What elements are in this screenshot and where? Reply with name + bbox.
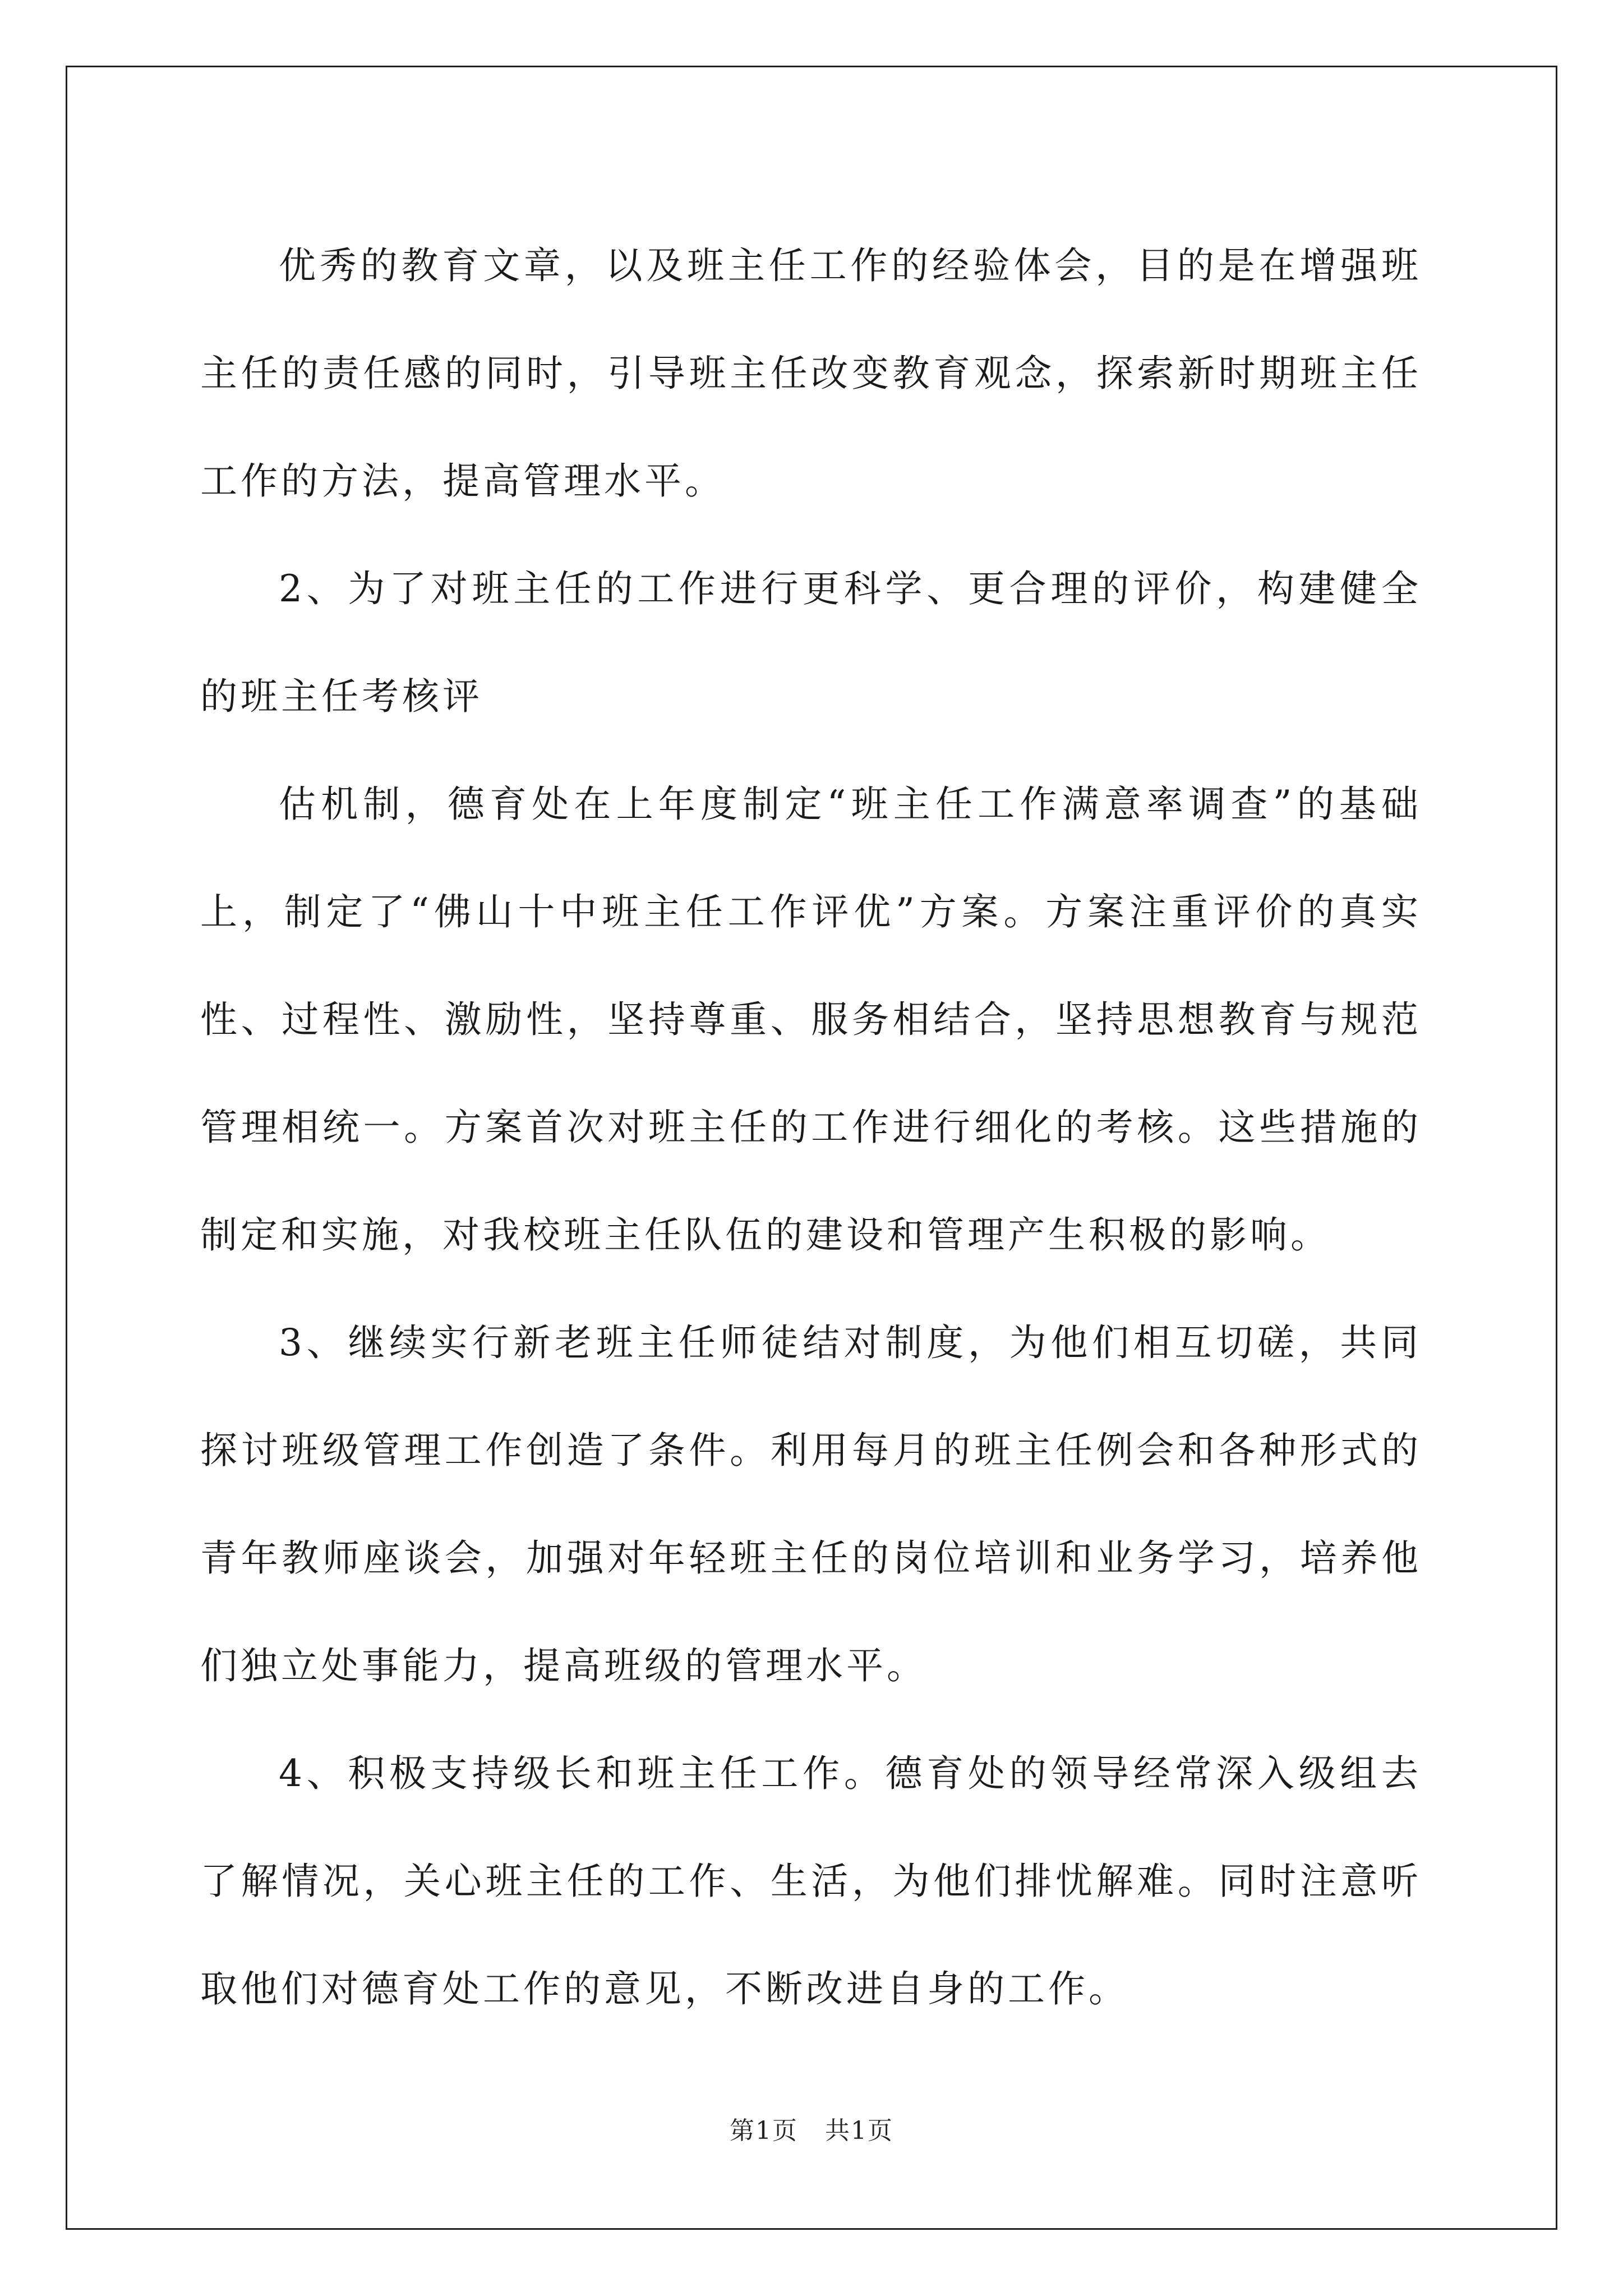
page-footer: 第1页 共1页: [730, 2116, 893, 2145]
paragraph-4: 3、继续实行新老班主任师徒结对制度，为他们相互切磋，共同探讨班级管理工作创造了条件。利用每月的班主任例会和各种形式的青年教师座谈会，加强对年轻班主任的岗位培训和业务学习，培养他们独立处事能力，提高班级的管理水平。: [200, 1321, 1422, 1687]
paragraph-2: 2、为了对班主任的工作进行更科学、更合理的评价，构建健全的班主任考核评: [200, 567, 1422, 718]
paragraph-5: 4、积极支持级长和班主任工作。德育处的领导经常深入级组去了解情况，关心班主任的工作、生活，为他们排忧解难。同时注意听取他们对德育处工作的意见，不断改进自身的工作。: [200, 1752, 1422, 2010]
paragraph-1: 优秀的教育文章，以及班主任工作的经验体会，目的是在增强班主任的责任感的同时，引导班主任改变教育观念，探索新时期班主任工作的方法，提高管理水平。: [200, 244, 1422, 503]
paragraph-3: 估机制，德育处在上年度制定“班主任工作满意率调查”的基础上，制定了“佛山十中班主任工作评优”方案。方案注重评价的真实性、过程性、激励性，坚持尊重、服务相结合，坚持思想教育与规范管理相统一。方案首次对班主任的工作进行细化的考核。这些措施的制定和实施，对我校班主任队伍的建设和管理产生积极的影响。: [200, 783, 1422, 1257]
document-body: [200, 212, 1422, 2043]
